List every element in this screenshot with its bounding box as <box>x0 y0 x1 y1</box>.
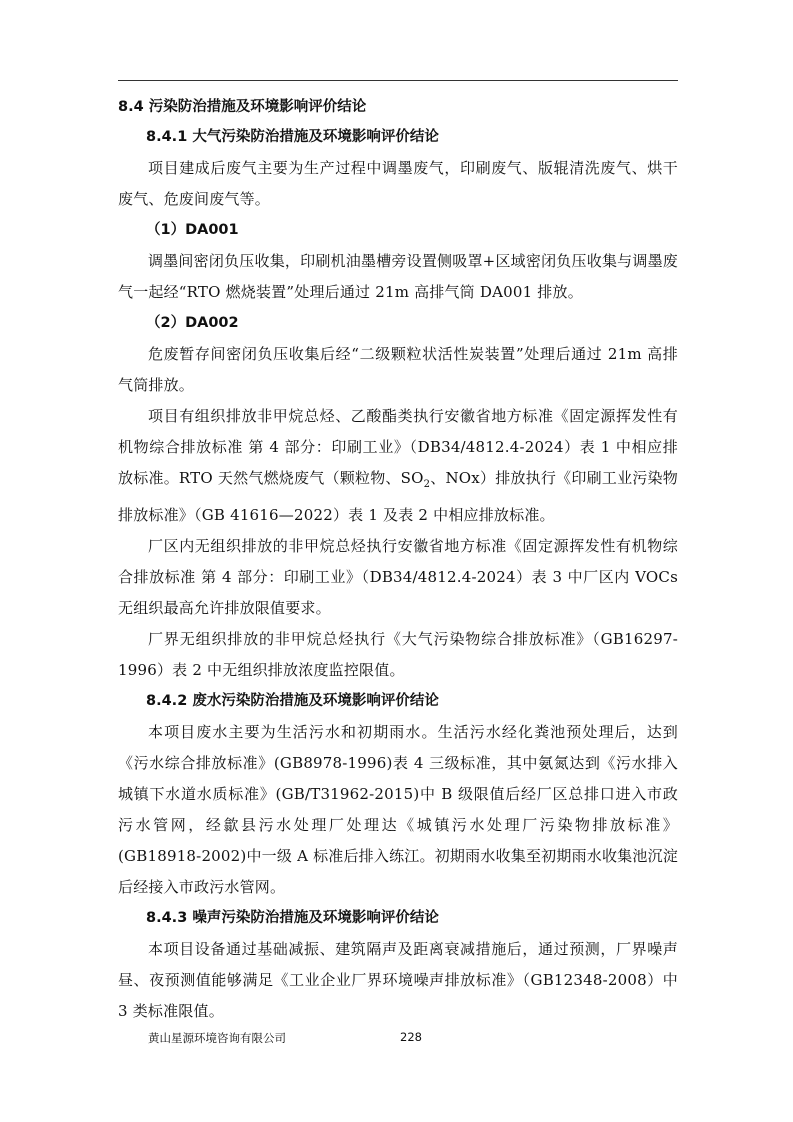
paragraph-text: 调墨间密闭负压收集，印刷机油墨槽旁设置侧吸罩+区域密闭负压收集与调墨废气一起经“RTO 燃烧装置”处理后通过 21m 高排气筒 DA001 排放。 <box>118 252 678 301</box>
paragraph-water <box>118 717 678 903</box>
text-run: 项目有组织排放非甲烷总烃、乙酸酯类执行安徽省地方标准《固定源挥发性有机物综合排放标准 第 4 部分：印刷工业》（DB34/4812.4-2024）表 1 中相应排放标准。RTO 天然气燃烧废气（颗粒物、SO <box>118 407 678 487</box>
section-heading-8-4-1: 8.4.1 大气污染防治措施及环境影响评价结论 <box>146 129 439 145</box>
paragraph-text: 厂界无组织排放的非甲烷总烃执行《大气污染物综合排放标准》（GB16297-1996）表 2 中无组织排放浓度监控限值。 <box>118 630 678 679</box>
header-rule <box>118 80 678 81</box>
paragraph-text: 项目建成后废气主要为生产过程中调墨废气，印刷废气、版辊清洗废气、烘干废气、危废间废气等。 <box>118 159 678 208</box>
subheading-da002: （2）DA002 <box>146 315 239 331</box>
subscript: 2 <box>423 479 431 490</box>
footer-company: 黄山星源环境咨询有限公司 <box>148 1031 286 1045</box>
paragraph-air-intro <box>118 153 678 215</box>
paragraph-noise <box>118 934 678 1027</box>
paragraph-da002 <box>118 339 678 401</box>
paragraph-da001 <box>118 246 678 308</box>
paragraph-text: 危废暂存间密闭负压收集后经“二级颗粒状活性炭装置”处理后通过 21m 高排气筒排放。 <box>118 345 678 394</box>
paragraph-text: 本项目废水主要为生活污水和初期雨水。生活污水经化粪池预处理后，达到《污水综合排放标准》(GB8978-1996)表 4 三级标准，其中氨氮达到《污水排入城镇下水道水质标准》(GB/T31962-2015)中 B 级限值后经厂区总排口进入市政污水管网，经歙县污水处理厂处理达《城镇污水处理厂污染物排放标准》(GB18918-2002)中一级 A 标准后排入练江。初期雨水收集至初期雨水收集池沉淀后经接入市政污水管网。 <box>118 723 678 896</box>
section-heading-8-4: 8.4 污染防治措施及环境影响评价结论 <box>118 99 367 115</box>
paragraph-standards-plant <box>118 531 678 624</box>
paragraph-standards-boundary <box>118 624 678 686</box>
section-heading-8-4-2: 8.4.2 废水污染防治措施及环境影响评价结论 <box>146 693 439 709</box>
document-body <box>118 92 678 1027</box>
paragraph-standards-organized <box>118 401 678 531</box>
paragraph-text <box>118 401 678 531</box>
section-heading-8-4-3: 8.4.3 噪声污染防治措施及环境影响评价结论 <box>146 910 439 926</box>
paragraph-text: 厂区内无组织排放的非甲烷总烃执行安徽省地方标准《固定源挥发性有机物综合排放标准 第 4 部分：印刷工业》（DB34/4812.4-2024）表 3 中厂区内 VOCs 无组织最高允许排放限值要求。 <box>118 537 678 617</box>
paragraph-text: 本项目设备通过基础减振、建筑隔声及距离衰减措施后，通过预测，厂界噪声昼、夜预测值能够满足《工业企业厂界环境噪声排放标准》（GB12348-2008）中 3 类标准限值。 <box>118 940 678 1020</box>
page-number: 228 <box>400 1030 422 1044</box>
subheading-da001: （1）DA001 <box>146 222 239 238</box>
text-run: 、NOx）排放执行《印刷工业污染物排放标准》（GB 41616—2022）表 1 及表 2 中相应排放标准。 <box>118 469 678 524</box>
